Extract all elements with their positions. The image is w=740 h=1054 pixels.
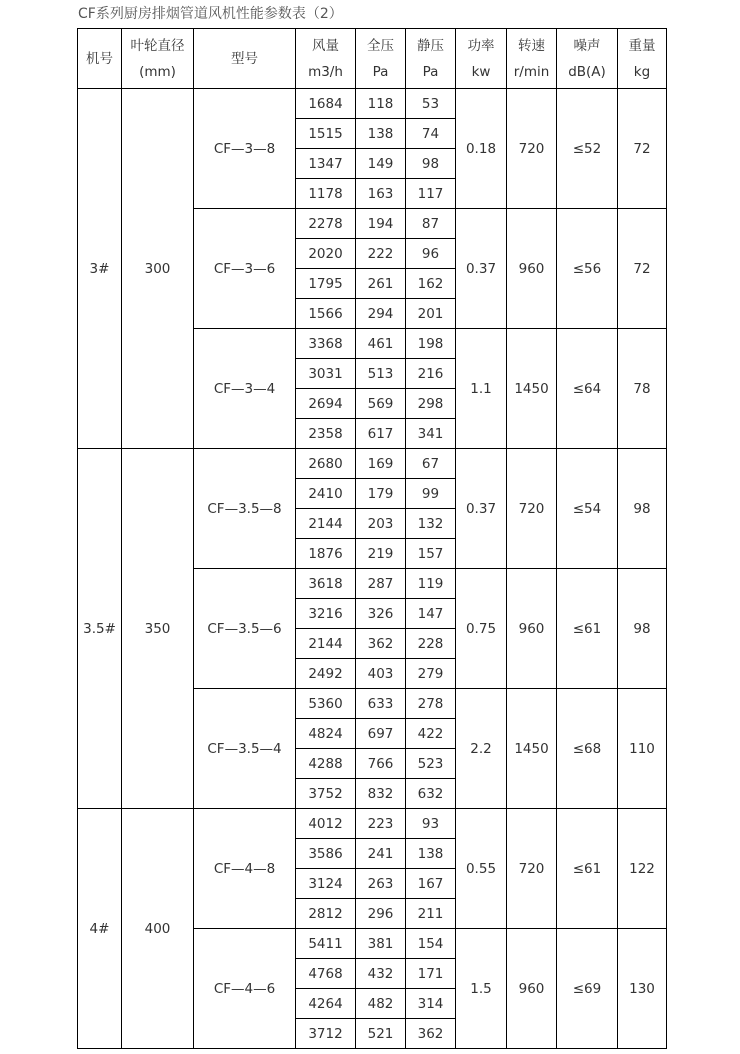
total-pressure-cell: 403 — [356, 659, 406, 689]
weight-cell: 98 — [618, 449, 667, 569]
static-pressure-cell: 99 — [406, 479, 456, 509]
model-cell: CF—3.5—6 — [194, 569, 296, 689]
power-cell: 0.37 — [456, 209, 507, 329]
static-pressure-cell: 211 — [406, 899, 456, 929]
total-pressure-cell: 223 — [356, 809, 406, 839]
total-pressure-cell: 263 — [356, 869, 406, 899]
header-machine-number: 机号 — [78, 29, 122, 89]
static-pressure-cell: 632 — [406, 779, 456, 809]
airflow-cell: 2278 — [296, 209, 356, 239]
airflow-cell: 4768 — [296, 959, 356, 989]
noise-cell: ≤54 — [557, 449, 618, 569]
noise-cell: ≤52 — [557, 89, 618, 209]
airflow-cell: 3031 — [296, 359, 356, 389]
speed-cell: 960 — [507, 929, 557, 1049]
weight-cell: 110 — [618, 689, 667, 809]
impeller-diameter-cell: 350 — [122, 449, 194, 809]
total-pressure-cell: 569 — [356, 389, 406, 419]
header-static-pressure: 静压 Pa — [406, 29, 456, 89]
static-pressure-cell: 216 — [406, 359, 456, 389]
static-pressure-cell: 198 — [406, 329, 456, 359]
static-pressure-cell: 87 — [406, 209, 456, 239]
static-pressure-cell: 154 — [406, 929, 456, 959]
table-caption: CF系列厨房排烟管道风机性能参数表（2） — [78, 6, 343, 22]
airflow-cell: 2492 — [296, 659, 356, 689]
weight-cell: 72 — [618, 89, 667, 209]
airflow-cell: 3586 — [296, 839, 356, 869]
airflow-cell: 4264 — [296, 989, 356, 1019]
static-pressure-cell: 98 — [406, 149, 456, 179]
total-pressure-cell: 296 — [356, 899, 406, 929]
noise-cell: ≤64 — [557, 329, 618, 449]
airflow-cell: 3368 — [296, 329, 356, 359]
total-pressure-cell: 194 — [356, 209, 406, 239]
airflow-cell: 1684 — [296, 89, 356, 119]
speed-cell: 720 — [507, 89, 557, 209]
noise-cell: ≤56 — [557, 209, 618, 329]
airflow-cell: 3216 — [296, 599, 356, 629]
total-pressure-cell: 697 — [356, 719, 406, 749]
power-cell: 0.75 — [456, 569, 507, 689]
noise-cell: ≤68 — [557, 689, 618, 809]
airflow-cell: 5411 — [296, 929, 356, 959]
static-pressure-cell: 523 — [406, 749, 456, 779]
total-pressure-cell: 617 — [356, 419, 406, 449]
weight-cell: 78 — [618, 329, 667, 449]
static-pressure-cell: 278 — [406, 689, 456, 719]
airflow-cell: 1178 — [296, 179, 356, 209]
static-pressure-cell: 74 — [406, 119, 456, 149]
total-pressure-cell: 326 — [356, 599, 406, 629]
airflow-cell: 4288 — [296, 749, 356, 779]
airflow-cell: 5360 — [296, 689, 356, 719]
table-row — [78, 449, 667, 479]
static-pressure-cell: 167 — [406, 869, 456, 899]
header-airflow: 风量 m3/h — [296, 29, 356, 89]
total-pressure-cell: 513 — [356, 359, 406, 389]
airflow-cell: 2812 — [296, 899, 356, 929]
total-pressure-cell: 362 — [356, 629, 406, 659]
weight-cell: 130 — [618, 929, 667, 1049]
total-pressure-cell: 149 — [356, 149, 406, 179]
airflow-cell: 1347 — [296, 149, 356, 179]
static-pressure-cell: 93 — [406, 809, 456, 839]
total-pressure-cell: 461 — [356, 329, 406, 359]
static-pressure-cell: 67 — [406, 449, 456, 479]
airflow-cell: 2144 — [296, 509, 356, 539]
impeller-diameter-cell: 400 — [122, 809, 194, 1049]
header-noise: 噪声 dB(A) — [557, 29, 618, 89]
airflow-cell: 4824 — [296, 719, 356, 749]
speed-cell: 960 — [507, 209, 557, 329]
total-pressure-cell: 118 — [356, 89, 406, 119]
static-pressure-cell: 53 — [406, 89, 456, 119]
static-pressure-cell: 96 — [406, 239, 456, 269]
total-pressure-cell: 381 — [356, 929, 406, 959]
airflow-cell: 3124 — [296, 869, 356, 899]
static-pressure-cell: 117 — [406, 179, 456, 209]
static-pressure-cell: 228 — [406, 629, 456, 659]
airflow-cell: 3618 — [296, 569, 356, 599]
static-pressure-cell: 132 — [406, 509, 456, 539]
static-pressure-cell: 138 — [406, 839, 456, 869]
speed-cell: 1450 — [507, 329, 557, 449]
airflow-cell: 2410 — [296, 479, 356, 509]
machine-number-cell: 3.5# — [78, 449, 122, 809]
airflow-cell: 4012 — [296, 809, 356, 839]
fan-spec-table — [77, 28, 667, 1049]
total-pressure-cell: 203 — [356, 509, 406, 539]
table-row — [78, 809, 667, 839]
speed-cell: 720 — [507, 809, 557, 929]
power-cell: 1.1 — [456, 329, 507, 449]
static-pressure-cell: 279 — [406, 659, 456, 689]
static-pressure-cell: 341 — [406, 419, 456, 449]
total-pressure-cell: 219 — [356, 539, 406, 569]
airflow-cell: 2680 — [296, 449, 356, 479]
static-pressure-cell: 157 — [406, 539, 456, 569]
airflow-cell: 3752 — [296, 779, 356, 809]
noise-cell: ≤61 — [557, 809, 618, 929]
static-pressure-cell: 422 — [406, 719, 456, 749]
total-pressure-cell: 633 — [356, 689, 406, 719]
speed-cell: 1450 — [507, 689, 557, 809]
airflow-cell: 3712 — [296, 1019, 356, 1049]
static-pressure-cell: 201 — [406, 299, 456, 329]
airflow-cell: 1566 — [296, 299, 356, 329]
header-row — [78, 29, 667, 89]
machine-number-cell: 3# — [78, 89, 122, 449]
power-cell: 0.37 — [456, 449, 507, 569]
header-model: 型号 — [194, 29, 296, 89]
header-impeller-diameter: 叶轮直径 (mm) — [122, 29, 194, 89]
power-cell: 2.2 — [456, 689, 507, 809]
weight-cell: 72 — [618, 209, 667, 329]
total-pressure-cell: 179 — [356, 479, 406, 509]
speed-cell: 960 — [507, 569, 557, 689]
model-cell: CF—3—8 — [194, 89, 296, 209]
total-pressure-cell: 222 — [356, 239, 406, 269]
impeller-diameter-cell: 300 — [122, 89, 194, 449]
noise-cell: ≤69 — [557, 929, 618, 1049]
header-total-pressure: 全压 Pa — [356, 29, 406, 89]
power-cell: 0.18 — [456, 89, 507, 209]
static-pressure-cell: 162 — [406, 269, 456, 299]
weight-cell: 98 — [618, 569, 667, 689]
model-cell: CF—4—8 — [194, 809, 296, 929]
static-pressure-cell: 147 — [406, 599, 456, 629]
airflow-cell: 1795 — [296, 269, 356, 299]
airflow-cell: 1515 — [296, 119, 356, 149]
total-pressure-cell: 521 — [356, 1019, 406, 1049]
header-power: 功率 kw — [456, 29, 507, 89]
airflow-cell: 2144 — [296, 629, 356, 659]
speed-cell: 720 — [507, 449, 557, 569]
total-pressure-cell: 766 — [356, 749, 406, 779]
header-speed: 转速 r/min — [507, 29, 557, 89]
model-cell: CF—3—4 — [194, 329, 296, 449]
total-pressure-cell: 169 — [356, 449, 406, 479]
total-pressure-cell: 832 — [356, 779, 406, 809]
static-pressure-cell: 314 — [406, 989, 456, 1019]
total-pressure-cell: 163 — [356, 179, 406, 209]
static-pressure-cell: 171 — [406, 959, 456, 989]
airflow-cell: 1876 — [296, 539, 356, 569]
model-cell: CF—3.5—4 — [194, 689, 296, 809]
total-pressure-cell: 241 — [356, 839, 406, 869]
static-pressure-cell: 119 — [406, 569, 456, 599]
airflow-cell: 2358 — [296, 419, 356, 449]
weight-cell: 122 — [618, 809, 667, 929]
noise-cell: ≤61 — [557, 569, 618, 689]
model-cell: CF—3.5—8 — [194, 449, 296, 569]
total-pressure-cell: 482 — [356, 989, 406, 1019]
machine-number-cell: 4# — [78, 809, 122, 1049]
model-cell: CF—3—6 — [194, 209, 296, 329]
model-cell: CF—4—6 — [194, 929, 296, 1049]
airflow-cell: 2020 — [296, 239, 356, 269]
airflow-cell: 2694 — [296, 389, 356, 419]
total-pressure-cell: 432 — [356, 959, 406, 989]
static-pressure-cell: 362 — [406, 1019, 456, 1049]
power-cell: 0.55 — [456, 809, 507, 929]
table-row — [78, 89, 667, 119]
total-pressure-cell: 287 — [356, 569, 406, 599]
power-cell: 1.5 — [456, 929, 507, 1049]
total-pressure-cell: 261 — [356, 269, 406, 299]
total-pressure-cell: 138 — [356, 119, 406, 149]
header-weight: 重量 kg — [618, 29, 667, 89]
static-pressure-cell: 298 — [406, 389, 456, 419]
total-pressure-cell: 294 — [356, 299, 406, 329]
